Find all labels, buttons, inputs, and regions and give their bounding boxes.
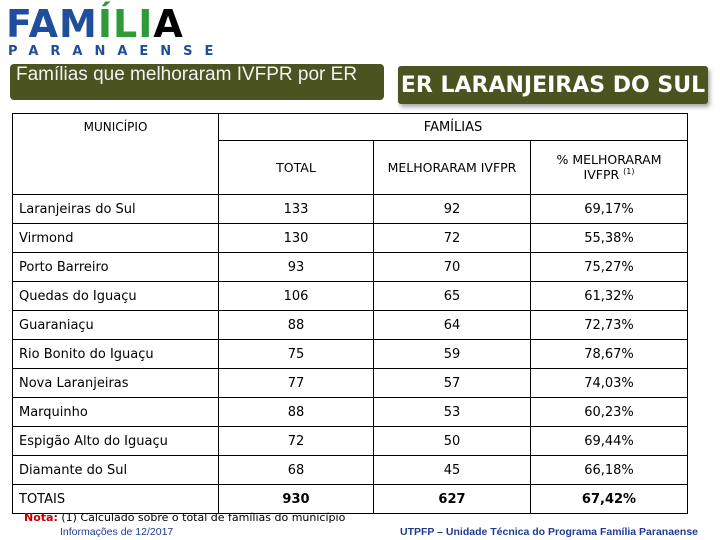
cell-percent: 69,17% <box>531 195 688 224</box>
cell-municipio: Quedas do Iguaçu <box>13 282 219 311</box>
cell-municipio: Nova Laranjeiras <box>13 369 219 398</box>
cell-total: 68 <box>219 456 374 485</box>
cell-total: 88 <box>219 398 374 427</box>
table-row <box>13 311 688 340</box>
logo-subtitle: PARANAENSE <box>8 44 226 59</box>
cell-total: 930 <box>219 485 374 514</box>
cell-melhoraram: 72 <box>374 224 531 253</box>
cell-total: 88 <box>219 311 374 340</box>
logo-wordmark <box>6 4 184 44</box>
cell-total: 130 <box>219 224 374 253</box>
cell-melhoraram: 45 <box>374 456 531 485</box>
header-melhoraram: MELHORARAM IVFPR <box>374 141 531 195</box>
table-row <box>13 195 688 224</box>
logo-letter: A <box>153 2 184 46</box>
logo-letter: I <box>138 2 154 46</box>
cell-melhoraram: 70 <box>374 253 531 282</box>
cell-total: 72 <box>219 427 374 456</box>
cell-percent: 67,42% <box>531 485 688 514</box>
table-row <box>13 224 688 253</box>
logo-letter: A <box>28 2 60 46</box>
slide-title: Famílias que melhoraram IVFPR por ER <box>16 64 358 85</box>
table-row <box>13 340 688 369</box>
cell-melhoraram: 627 <box>374 485 531 514</box>
logo-letter: L <box>113 2 139 46</box>
cell-melhoraram: 65 <box>374 282 531 311</box>
table-row <box>13 398 688 427</box>
table-row <box>13 369 688 398</box>
cell-percent: 78,67% <box>531 340 688 369</box>
table-row <box>13 253 688 282</box>
cell-melhoraram: 59 <box>374 340 531 369</box>
cell-melhoraram: 50 <box>374 427 531 456</box>
slide-title-box <box>10 64 384 100</box>
cell-total: 133 <box>219 195 374 224</box>
logo-letter: M <box>59 2 98 46</box>
cell-percent: 72,73% <box>531 311 688 340</box>
cell-melhoraram: 64 <box>374 311 531 340</box>
cell-percent: 66,18% <box>531 456 688 485</box>
cell-melhoraram: 92 <box>374 195 531 224</box>
header-percent <box>531 141 688 195</box>
cell-percent: 61,32% <box>531 282 688 311</box>
cell-municipio: Laranjeiras do Sul <box>13 195 219 224</box>
cell-percent: 60,23% <box>531 398 688 427</box>
footer-date: Informações de 12/2017 <box>60 526 174 538</box>
logo-letter: F <box>6 2 29 46</box>
footnote <box>24 511 345 524</box>
cell-melhoraram: 57 <box>374 369 531 398</box>
cell-municipio: Diamante do Sul <box>13 456 219 485</box>
cell-municipio: Guaraniaçu <box>13 311 219 340</box>
cell-total: 77 <box>219 369 374 398</box>
header-municipio: MUNICÍPIO <box>13 114 219 195</box>
table-row <box>13 282 688 311</box>
cell-municipio: Porto Barreiro <box>13 253 219 282</box>
header-percent-label: % MELHORARAM IVFPR <box>556 152 662 183</box>
footer-source: UTPFP – Unidade Técnica do Programa Família Paranaense <box>400 526 698 538</box>
cell-total: 75 <box>219 340 374 369</box>
table-row <box>13 456 688 485</box>
cell-total: 93 <box>219 253 374 282</box>
totals-row <box>13 485 688 514</box>
cell-percent: 55,38% <box>531 224 688 253</box>
footnote-label: Nota: <box>24 511 58 524</box>
cell-percent: 69,44% <box>531 427 688 456</box>
familia-paranaense-logo <box>6 4 256 60</box>
cell-percent: 74,03% <box>531 369 688 398</box>
cell-municipio: Rio Bonito do Iguaçu <box>13 340 219 369</box>
table-row <box>13 427 688 456</box>
cell-totais-label: TOTAIS <box>13 485 219 514</box>
cell-municipio: Espigão Alto do Iguaçu <box>13 427 219 456</box>
header-percent-note: (1) <box>623 167 635 177</box>
region-banner: ER LARANJEIRAS DO SUL <box>398 66 708 104</box>
families-table <box>12 113 688 514</box>
logo-letter: Í <box>97 2 113 46</box>
cell-municipio: Marquinho <box>13 398 219 427</box>
header-total: TOTAL <box>219 141 374 195</box>
header-familias: FAMÍLIAS <box>219 114 688 141</box>
cell-total: 106 <box>219 282 374 311</box>
cell-melhoraram: 53 <box>374 398 531 427</box>
cell-percent: 75,27% <box>531 253 688 282</box>
cell-municipio: Virmond <box>13 224 219 253</box>
footnote-text: (1) Calculado sobre o total de famílias do município <box>61 511 346 524</box>
